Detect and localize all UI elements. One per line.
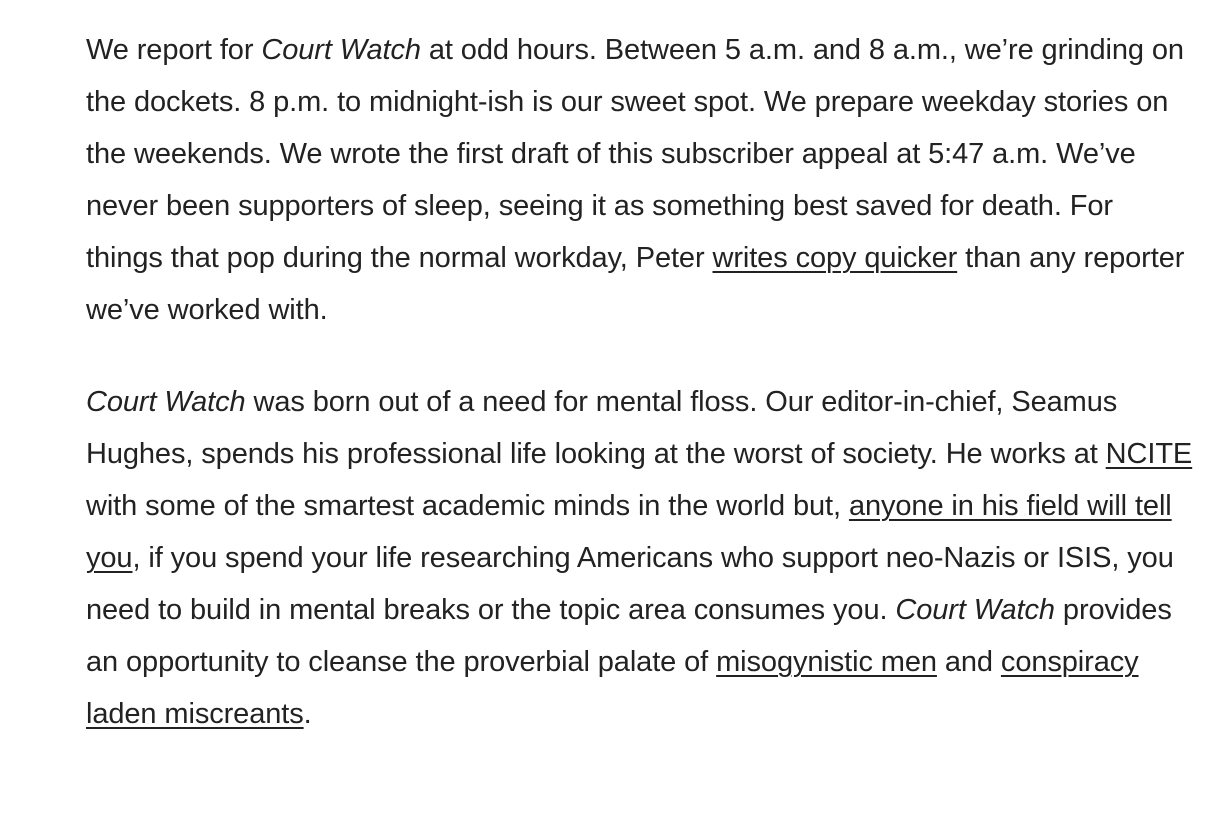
- paragraph-text: , if you spend your life researching Americans who support neo-Nazis or ISIS, you need to build in mental breaks or the topic area consumes you.: [86, 542, 1174, 626]
- paragraph-text: than any reporter we’ve worked with.: [86, 242, 1185, 326]
- link-conspiracy-laden-miscreants[interactable]: conspiracy laden miscreants: [86, 646, 1139, 730]
- paragraph-text: We report for: [86, 34, 262, 66]
- link-writes-copy-quicker[interactable]: writes copy quicker: [712, 242, 958, 274]
- paragraph-text: and: [936, 646, 1001, 678]
- publication-name: Court Watch: [86, 386, 246, 418]
- link-ncite[interactable]: NCITE: [1105, 438, 1193, 470]
- paragraph-text: with some of the smartest academic minds in the world but,: [86, 490, 849, 522]
- article-body: [86, 24, 1196, 740]
- paragraph-text: .: [303, 698, 312, 730]
- link-misogynistic-men[interactable]: misogynistic men: [716, 646, 937, 678]
- paragraph-text: was born out of a need for mental floss. Our editor-in-chief, Seamus Hughes, spends his professional life looking at the worst of society. He works at: [86, 386, 1118, 470]
- paragraph-odd-hours: [86, 24, 1196, 336]
- paragraph-mental-floss: [86, 376, 1196, 740]
- link-anyone-in-his-field[interactable]: anyone in his field will tell you: [86, 490, 1172, 574]
- publication-name: Court Watch: [895, 594, 1055, 626]
- paragraph-text: provides an opportunity to cleanse the proverbial palate of: [86, 594, 1172, 678]
- publication-name: Court Watch: [261, 34, 421, 66]
- paragraph-text: at odd hours. Between 5 a.m. and 8 a.m., we’re grinding on the dockets. 8 p.m. to midnight-ish is our sweet spot. We prepare weekday stories on the weekends. We wrote the first draft of this subscriber appeal at 5:47 a.m. We’ve never been supporters of sleep, seeing it as something best saved for death. For things that pop during the normal workday, Peter: [86, 34, 1184, 274]
